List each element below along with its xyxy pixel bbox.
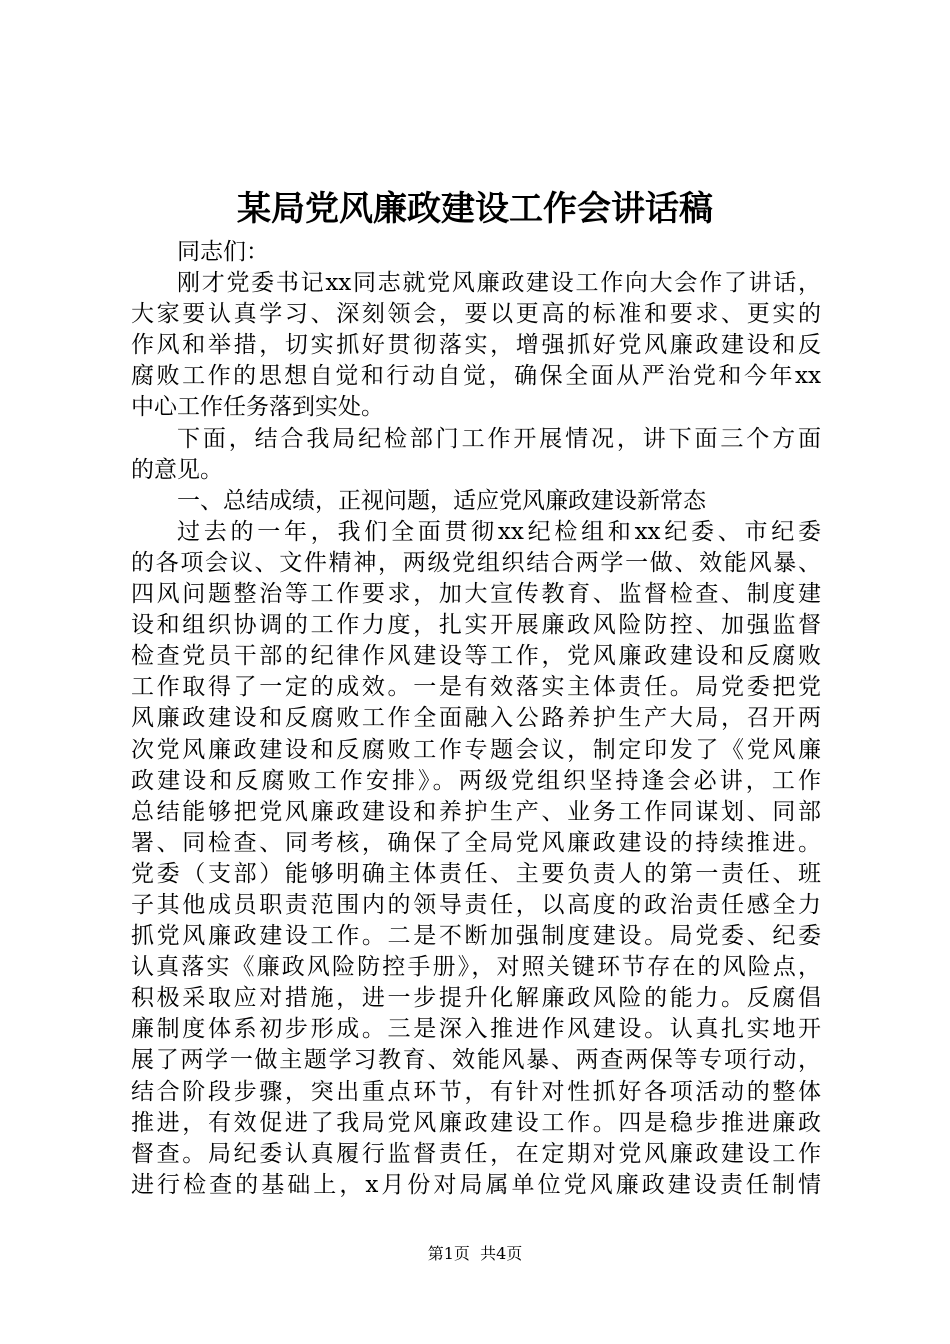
document-body [131,237,821,1201]
paragraph-line: 中心工作任务落到实处。 [131,394,384,421]
paragraph-line: 作风和举措，切实抓好贯彻落实，增强抓好党风廉政建设和反 [131,332,821,359]
paragraph-line: 大家要认真学习、深刻领会，要以更高的标准和要求、更实的 [131,301,821,328]
paragraph-line: 的意见。 [131,456,223,483]
paragraph-line: 下面，结合我局纪检部门工作开展情况，讲下面三个方面 [177,425,821,452]
paragraph-line: 积极采取应对措施，进一步提升化解廉政风险的能力。反腐倡 [131,985,821,1012]
paragraph-line: 认真落实《廉政风险防控手册》，对照关键环节存在的风险点， [131,954,821,981]
paragraph-line: 督查。局纪委认真履行监督责任，在定期对党风廉政建设工作 [131,1140,821,1167]
paragraph-line: 工作取得了一定的成效。一是有效落实主体责任。局党委把党 [131,674,821,701]
paragraph-line: 总结能够把党风廉政建设和养护生产、业务工作同谋划、同部 [131,798,821,825]
paragraph-line: 抓党风廉政建设工作。二是不断加强制度建设。局党委、纪委 [131,923,821,950]
paragraph-line: 腐败工作的思想自觉和行动自觉，确保全面从严治党和今年xx [131,363,821,390]
paragraph-line: 设和组织协调的工作力度，扎实开展廉政风险防控、加强监督 [131,612,821,639]
paragraph-line: 署、同检查、同考核，确保了全局党风廉政建设的持续推进。 [131,829,821,856]
paragraph-line: 四风问题整治等工作要求，加大宣传教育、监督检查、制度建 [131,581,821,608]
paragraph-line: 检查党员干部的纪律作风建设等工作，党风廉政建设和反腐败 [131,643,821,670]
document-title: 某局党风廉政建设工作会讲话稿 [237,189,713,229]
paragraph-line: 廉制度体系初步形成。三是深入推进作风建设。认真扎实地开 [131,1016,821,1043]
paragraph-line: 刚才党委书记xx同志就党风廉政建设工作向大会作了讲话， [177,270,821,297]
paragraph-line: 过去的一年，我们全面贯彻xx纪检组和xx纪委、市纪委 [177,518,821,545]
paragraph-line: 风廉政建设和反腐败工作全面融入公路养护生产大局，召开两 [131,705,821,732]
paragraph-line: 子其他成员职责范围内的领导责任，以高度的政治责任感全力 [131,891,821,918]
section-heading: 一、总结成绩，正视问题，适应党风廉政建设新常态 [177,487,706,514]
paragraph-line: 进行检查的基础上，x月份对局属单位党风廉政建设责任制情 [131,1171,821,1198]
paragraph-line: 结合阶段步骤，突出重点环节，有针对性抓好各项活动的整体 [131,1078,821,1105]
paragraph-line: 次党风廉政建设和反腐败工作专题会议，制定印发了《党风廉 [131,736,821,763]
paragraph-line: 党委（支部）能够明确主体责任、主要负责人的第一责任、班 [131,860,821,887]
salutation-line: 同志们： [177,239,269,265]
paragraph-line: 的各项会议、文件精神，两级党组织结合两学一做、效能风暴、 [131,549,821,576]
page-number-footer: 第1页 共4页 [427,1244,523,1263]
paragraph-line: 政建设和反腐败工作安排》。两级党组织坚持逢会必讲，工作 [131,767,821,794]
paragraph-line: 展了两学一做主题学习教育、效能风暴、两查两保等专项行动， [131,1047,821,1074]
paragraph-line: 推进，有效促进了我局党风廉政建设工作。四是稳步推进廉政 [131,1109,821,1136]
